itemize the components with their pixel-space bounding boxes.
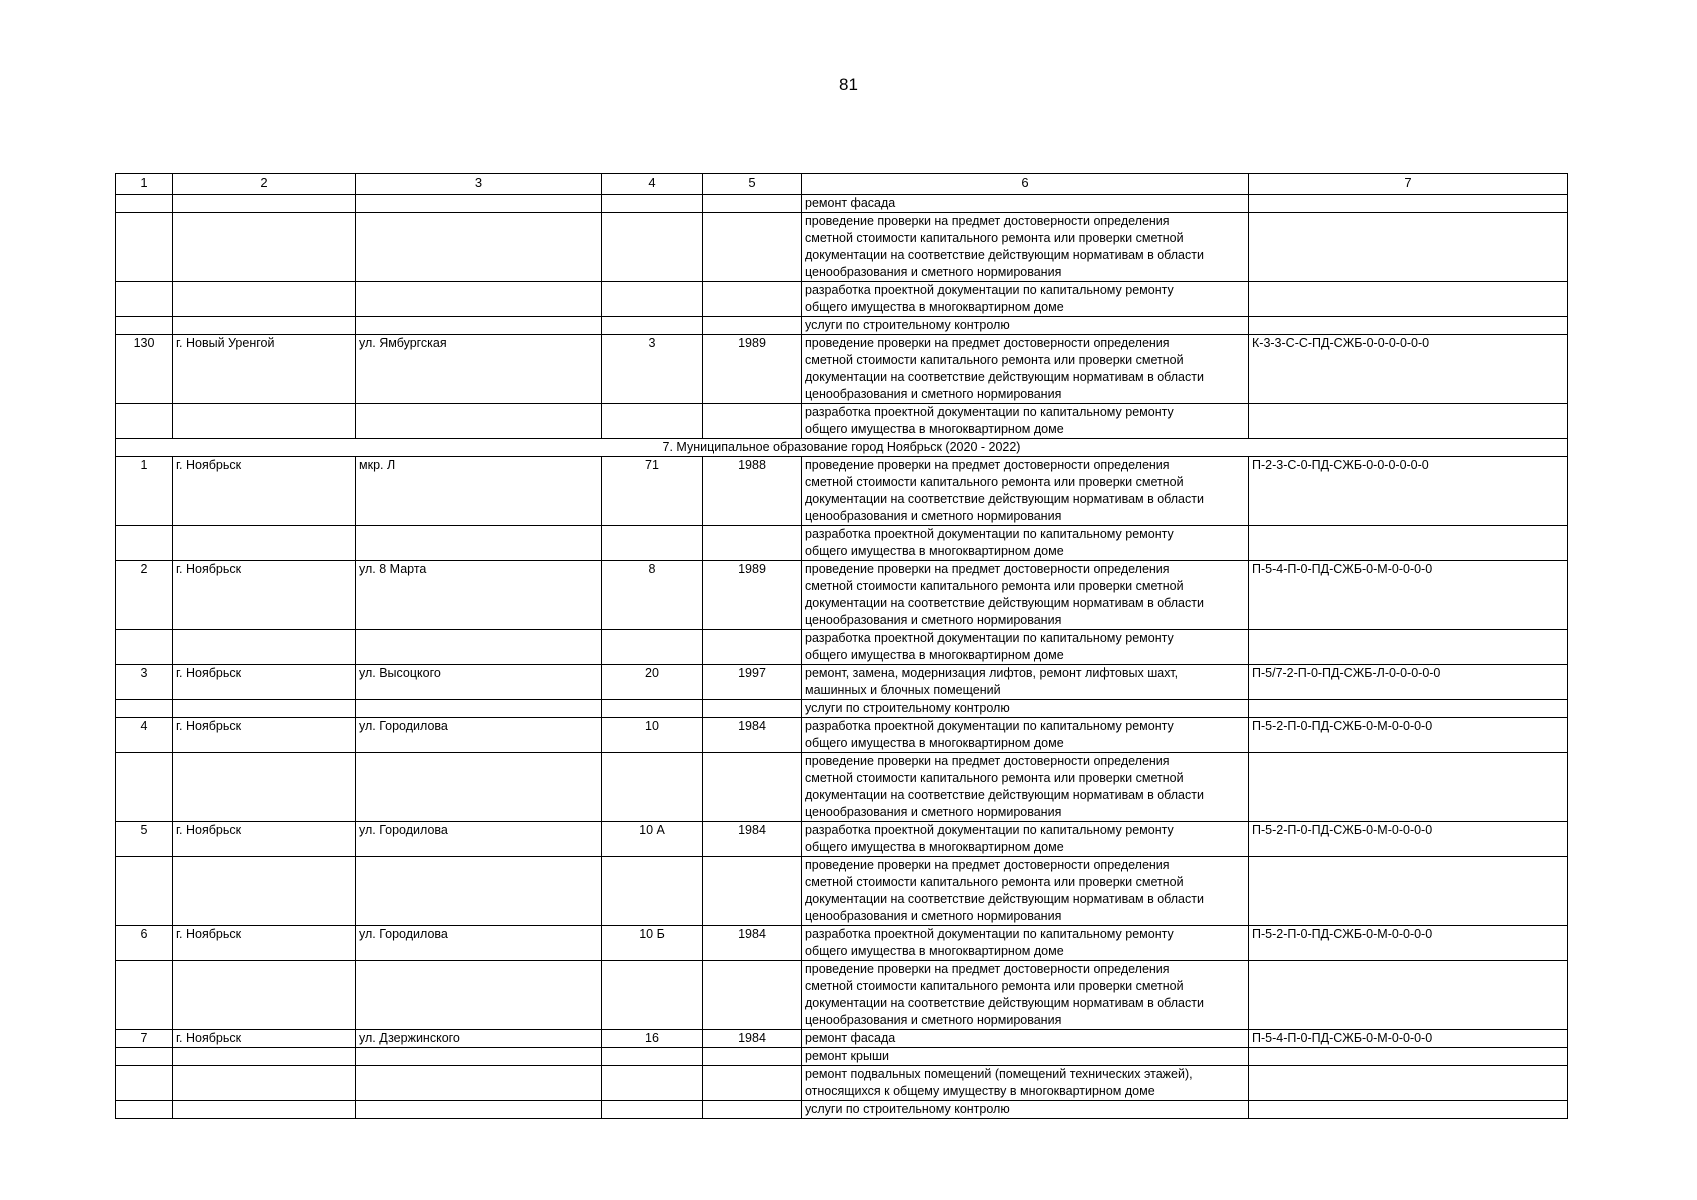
street-cell: [356, 630, 602, 665]
column-header: 3: [356, 174, 602, 195]
year-built-cell: [703, 926, 802, 961]
settlement: г. Ноябрьск: [176, 562, 242, 576]
house-number-cell: [602, 1048, 703, 1066]
year-built-cell: [703, 700, 802, 718]
street-cell: [356, 665, 602, 700]
work-type-cell: [802, 526, 1249, 561]
work-type-cell: [802, 561, 1249, 630]
house-code-cell: [1249, 718, 1568, 753]
settlement-cell: [173, 1101, 356, 1119]
settlement-cell: [173, 457, 356, 526]
year-built: 1989: [738, 336, 766, 350]
row-number-cell: [116, 1030, 173, 1048]
house-code-cell: [1249, 926, 1568, 961]
work-type: разработка проектной документации по капитальному ремонту общего имущества в многоквартирном доме: [805, 527, 1174, 558]
year-built: 1984: [738, 1031, 766, 1045]
table-row: [116, 665, 1568, 700]
house-number-cell: [602, 561, 703, 630]
table-row: [116, 926, 1568, 961]
work-type: разработка проектной документации по капитальному ремонту общего имущества в многоквартирном доме: [805, 823, 1174, 854]
work-type-cell: [802, 317, 1249, 335]
street-cell: [356, 857, 602, 926]
column-header: 6: [802, 174, 1249, 195]
work-type-cell: [802, 335, 1249, 404]
table-row: [116, 1101, 1568, 1119]
table-row: [116, 630, 1568, 665]
work-type-cell: [802, 961, 1249, 1030]
street-cell: [356, 822, 602, 857]
house-number: 20: [645, 666, 659, 680]
settlement-cell: [173, 335, 356, 404]
house-number-cell: [602, 1030, 703, 1048]
street-cell: [356, 753, 602, 822]
year-built: 1997: [738, 666, 766, 680]
year-built-cell: [703, 404, 802, 439]
settlement-cell: [173, 526, 356, 561]
table-row: [116, 718, 1568, 753]
house-code-cell: [1249, 526, 1568, 561]
work-type: проведение проверки на предмет достоверности определения сметной стоимости капитального ремонта или проверки сметной документации на соответствие действующим нормативам в области ценообразования и сметного нормирования: [805, 562, 1204, 627]
work-type: проведение проверки на предмет достоверности определения сметной стоимости капитального ремонта или проверки сметной документации на соответствие действующим нормативам в области ценообразования и сметного нормирования: [805, 754, 1204, 819]
house-code-cell: [1249, 857, 1568, 926]
street-cell: [356, 404, 602, 439]
settlement-cell: [173, 213, 356, 282]
work-type-cell: [802, 457, 1249, 526]
work-type: ремонт крыши: [805, 1049, 889, 1063]
work-type: ремонт фасада: [805, 1031, 896, 1045]
house-code-cell: [1249, 1101, 1568, 1119]
street-cell: [356, 1066, 602, 1101]
table-row: [116, 700, 1568, 718]
year-built: 1988: [738, 458, 766, 472]
table-row: [116, 1048, 1568, 1066]
work-type-cell: [802, 822, 1249, 857]
work-type: разработка проектной документации по капитальному ремонту общего имущества в многоквартирном доме: [805, 631, 1174, 662]
street: мкр. Л: [359, 458, 396, 472]
year-built-cell: [703, 195, 802, 213]
house-number: 10 Б: [639, 927, 665, 941]
street: ул. Дзержинского: [359, 1031, 460, 1045]
work-type: проведение проверки на предмет достоверности определения сметной стоимости капитального ремонта или проверки сметной документации на соответствие действующим нормативам в области ценообразования и сметного нормирования: [805, 214, 1204, 279]
year-built-cell: [703, 857, 802, 926]
house-code-cell: [1249, 700, 1568, 718]
year-built-cell: [703, 1048, 802, 1066]
street-cell: [356, 1101, 602, 1119]
house-code-cell: [1249, 195, 1568, 213]
settlement: г. Ноябрьск: [176, 823, 242, 837]
work-type-cell: [802, 753, 1249, 822]
row-number-cell: [116, 1101, 173, 1119]
house-number-cell: [602, 282, 703, 317]
year-built-cell: [703, 718, 802, 753]
settlement-cell: [173, 822, 356, 857]
section-row: [116, 439, 1568, 457]
work-type: проведение проверки на предмет достоверности определения сметной стоимости капитального ремонта или проверки сметной документации на соответствие действующим нормативам в области ценообразования и сметного нормирования: [805, 962, 1204, 1027]
repair-program-table: [115, 173, 1568, 1119]
street-cell: [356, 1048, 602, 1066]
house-code: П-5/7-2-П-0-ПД-СЖБ-Л-0-0-0-0-0: [1252, 666, 1441, 680]
row-number: 2: [140, 562, 148, 576]
settlement-cell: [173, 665, 356, 700]
work-type-cell: [802, 926, 1249, 961]
row-number-cell: [116, 630, 173, 665]
house-code-cell: [1249, 1030, 1568, 1048]
house-number-cell: [602, 753, 703, 822]
work-type-cell: [802, 700, 1249, 718]
settlement-cell: [173, 282, 356, 317]
house-number-cell: [602, 926, 703, 961]
street: ул. Городилова: [359, 927, 448, 941]
house-number: 3: [648, 336, 656, 350]
settlement-cell: [173, 1066, 356, 1101]
row-number-cell: [116, 753, 173, 822]
row-number: 7: [140, 1031, 148, 1045]
work-type-cell: [802, 718, 1249, 753]
row-number: 3: [140, 666, 148, 680]
year-built: 1984: [738, 927, 766, 941]
row-number-cell: [116, 1048, 173, 1066]
row-number: 6: [140, 927, 148, 941]
street-cell: [356, 317, 602, 335]
house-code: П-5-2-П-0-ПД-СЖБ-0-М-0-0-0-0: [1252, 719, 1433, 733]
row-number-cell: [116, 404, 173, 439]
work-type-cell: [802, 282, 1249, 317]
column-header: 1: [116, 174, 173, 195]
work-type: разработка проектной документации по капитальному ремонту общего имущества в многоквартирном доме: [805, 927, 1174, 958]
work-type: ремонт подвальных помещений (помещений технических этажей), относящихся к общему имуществу в многоквартирном доме: [805, 1067, 1193, 1098]
settlement: г. Новый Уренгой: [176, 336, 275, 350]
settlement-cell: [173, 857, 356, 926]
settlement-cell: [173, 1030, 356, 1048]
work-type: проведение проверки на предмет достоверности определения сметной стоимости капитального ремонта или проверки сметной документации на соответствие действующим нормативам в области ценообразования и сметного нормирования: [805, 858, 1204, 923]
year-built-cell: [703, 526, 802, 561]
settlement: г. Ноябрьск: [176, 719, 242, 733]
work-type: ремонт, замена, модернизация лифтов, ремонт лифтовых шахт, машинных и блочных помещений: [805, 666, 1179, 697]
settlement-cell: [173, 926, 356, 961]
house-number: 8: [648, 562, 656, 576]
house-number-cell: [602, 335, 703, 404]
settlement: г. Ноябрьск: [176, 927, 242, 941]
work-type: проведение проверки на предмет достоверности определения сметной стоимости капитального ремонта или проверки сметной документации на соответствие действующим нормативам в области ценообразования и сметного нормирования: [805, 336, 1204, 401]
house-number-cell: [602, 457, 703, 526]
work-type: услуги по строительному контролю: [805, 1102, 1010, 1116]
house-code: П-5-4-П-0-ПД-СЖБ-0-М-0-0-0-0: [1252, 562, 1433, 576]
year-built-cell: [703, 753, 802, 822]
house-code-cell: [1249, 630, 1568, 665]
row-number-cell: [116, 1066, 173, 1101]
row-number: 1: [140, 458, 148, 472]
table-row: [116, 753, 1568, 822]
work-type-cell: [802, 1066, 1249, 1101]
year-built-cell: [703, 1066, 802, 1101]
house-number: 71: [645, 458, 659, 472]
table-row: [116, 282, 1568, 317]
table-row: [116, 961, 1568, 1030]
street: ул. Городилова: [359, 719, 448, 733]
year-built-cell: [703, 630, 802, 665]
street: ул. Высоцкого: [359, 666, 441, 680]
row-number: 130: [133, 336, 155, 350]
column-number-row: [116, 174, 1568, 195]
street: ул. Ямбургская: [359, 336, 447, 350]
row-number-cell: [116, 700, 173, 718]
house-code: П-2-3-С-0-ПД-СЖБ-0-0-0-0-0-0: [1252, 458, 1429, 472]
year-built-cell: [703, 665, 802, 700]
settlement-cell: [173, 195, 356, 213]
row-number-cell: [116, 926, 173, 961]
table-row: [116, 561, 1568, 630]
house-code-cell: [1249, 561, 1568, 630]
settlement-cell: [173, 1048, 356, 1066]
table-row: [116, 1066, 1568, 1101]
house-number-cell: [602, 213, 703, 282]
house-number-cell: [602, 526, 703, 561]
street-cell: [356, 195, 602, 213]
row-number-cell: [116, 822, 173, 857]
house-code: П-5-4-П-0-ПД-СЖБ-0-М-0-0-0-0: [1252, 1031, 1433, 1045]
row-number-cell: [116, 282, 173, 317]
work-type-cell: [802, 857, 1249, 926]
house-number-cell: [602, 630, 703, 665]
year-built: 1989: [738, 562, 766, 576]
column-header: 2: [173, 174, 356, 195]
house-number-cell: [602, 404, 703, 439]
table-row: [116, 822, 1568, 857]
settlement-cell: [173, 718, 356, 753]
year-built-cell: [703, 335, 802, 404]
street-cell: [356, 718, 602, 753]
work-type: услуги по строительному контролю: [805, 318, 1010, 332]
street-cell: [356, 561, 602, 630]
settlement-cell: [173, 317, 356, 335]
street: ул. Городилова: [359, 823, 448, 837]
street-cell: [356, 282, 602, 317]
street-cell: [356, 961, 602, 1030]
table-row: [116, 857, 1568, 926]
street-cell: [356, 335, 602, 404]
work-type-cell: [802, 1030, 1249, 1048]
street-cell: [356, 457, 602, 526]
house-number-cell: [602, 961, 703, 1030]
row-number-cell: [116, 561, 173, 630]
house-code-cell: [1249, 1048, 1568, 1066]
table-row: [116, 335, 1568, 404]
work-type: разработка проектной документации по капитальному ремонту общего имущества в многоквартирном доме: [805, 719, 1174, 750]
table-row: [116, 526, 1568, 561]
work-type: проведение проверки на предмет достоверности определения сметной стоимости капитального ремонта или проверки сметной документации на соответствие действующим нормативам в области ценообразования и сметного нормирования: [805, 458, 1204, 523]
year-built-cell: [703, 317, 802, 335]
settlement-cell: [173, 630, 356, 665]
work-type-cell: [802, 195, 1249, 213]
work-type: ремонт фасада: [805, 196, 896, 210]
row-number-cell: [116, 526, 173, 561]
house-number-cell: [602, 665, 703, 700]
year-built-cell: [703, 1030, 802, 1048]
house-number-cell: [602, 1101, 703, 1119]
house-number-cell: [602, 718, 703, 753]
year-built-cell: [703, 1101, 802, 1119]
house-number-cell: [602, 700, 703, 718]
house-number-cell: [602, 857, 703, 926]
year-built-cell: [703, 961, 802, 1030]
work-type: услуги по строительному контролю: [805, 701, 1010, 715]
row-number-cell: [116, 213, 173, 282]
house-code: К-3-3-С-С-ПД-СЖБ-0-0-0-0-0-0: [1252, 336, 1430, 350]
work-type: разработка проектной документации по капитальному ремонту общего имущества в многоквартирном доме: [805, 283, 1174, 314]
work-type-cell: [802, 630, 1249, 665]
settlement-cell: [173, 700, 356, 718]
row-number-cell: [116, 857, 173, 926]
settlement-cell: [173, 961, 356, 1030]
year-built-cell: [703, 282, 802, 317]
street-cell: [356, 926, 602, 961]
house-number-cell: [602, 195, 703, 213]
table-row: [116, 457, 1568, 526]
row-number-cell: [116, 457, 173, 526]
column-header: 4: [602, 174, 703, 195]
settlement-cell: [173, 561, 356, 630]
row-number-cell: [116, 961, 173, 1030]
work-type-cell: [802, 404, 1249, 439]
settlement: г. Ноябрьск: [176, 666, 242, 680]
year-built-cell: [703, 561, 802, 630]
table-row: [116, 317, 1568, 335]
row-number-cell: [116, 718, 173, 753]
house-code-cell: [1249, 665, 1568, 700]
house-number-cell: [602, 317, 703, 335]
street: ул. 8 Марта: [359, 562, 427, 576]
column-header: 5: [703, 174, 802, 195]
table-row: [116, 1030, 1568, 1048]
work-type: разработка проектной документации по капитальному ремонту общего имущества в многоквартирном доме: [805, 405, 1174, 436]
house-code-cell: [1249, 753, 1568, 822]
work-type-cell: [802, 665, 1249, 700]
year-built-cell: [703, 213, 802, 282]
row-number: 5: [140, 823, 148, 837]
street-cell: [356, 1030, 602, 1048]
house-code-cell: [1249, 282, 1568, 317]
table-row: [116, 404, 1568, 439]
house-code-cell: [1249, 457, 1568, 526]
year-built: 1984: [738, 719, 766, 733]
house-code-cell: [1249, 404, 1568, 439]
house-code-cell: [1249, 1066, 1568, 1101]
row-number-cell: [116, 665, 173, 700]
house-code-cell: [1249, 961, 1568, 1030]
row-number-cell: [116, 335, 173, 404]
work-type-cell: [802, 1101, 1249, 1119]
row-number-cell: [116, 195, 173, 213]
house-number: 10 А: [639, 823, 665, 837]
street-cell: [356, 213, 602, 282]
year-built: 1984: [738, 823, 766, 837]
house-number-cell: [602, 822, 703, 857]
street-cell: [356, 526, 602, 561]
section-title: 7. Муниципальное образование город Ноябрьск (2020 - 2022): [116, 439, 1568, 457]
settlement-cell: [173, 753, 356, 822]
house-code: П-5-2-П-0-ПД-СЖБ-0-М-0-0-0-0: [1252, 823, 1433, 837]
column-header: 7: [1249, 174, 1568, 195]
year-built-cell: [703, 822, 802, 857]
house-code-cell: [1249, 317, 1568, 335]
work-type-cell: [802, 1048, 1249, 1066]
settlement: г. Ноябрьск: [176, 458, 242, 472]
settlement: г. Ноябрьск: [176, 1031, 242, 1045]
house-code-cell: [1249, 822, 1568, 857]
row-number-cell: [116, 317, 173, 335]
house-code-cell: [1249, 213, 1568, 282]
house-number: 16: [645, 1031, 659, 1045]
house-number: 10: [645, 719, 659, 733]
house-code-cell: [1249, 335, 1568, 404]
table-row: [116, 213, 1568, 282]
house-number-cell: [602, 1066, 703, 1101]
table-row: [116, 195, 1568, 213]
work-type-cell: [802, 213, 1249, 282]
house-code: П-5-2-П-0-ПД-СЖБ-0-М-0-0-0-0: [1252, 927, 1433, 941]
year-built-cell: [703, 457, 802, 526]
page-number: 81: [839, 75, 858, 94]
settlement-cell: [173, 404, 356, 439]
street-cell: [356, 700, 602, 718]
row-number: 4: [140, 719, 148, 733]
